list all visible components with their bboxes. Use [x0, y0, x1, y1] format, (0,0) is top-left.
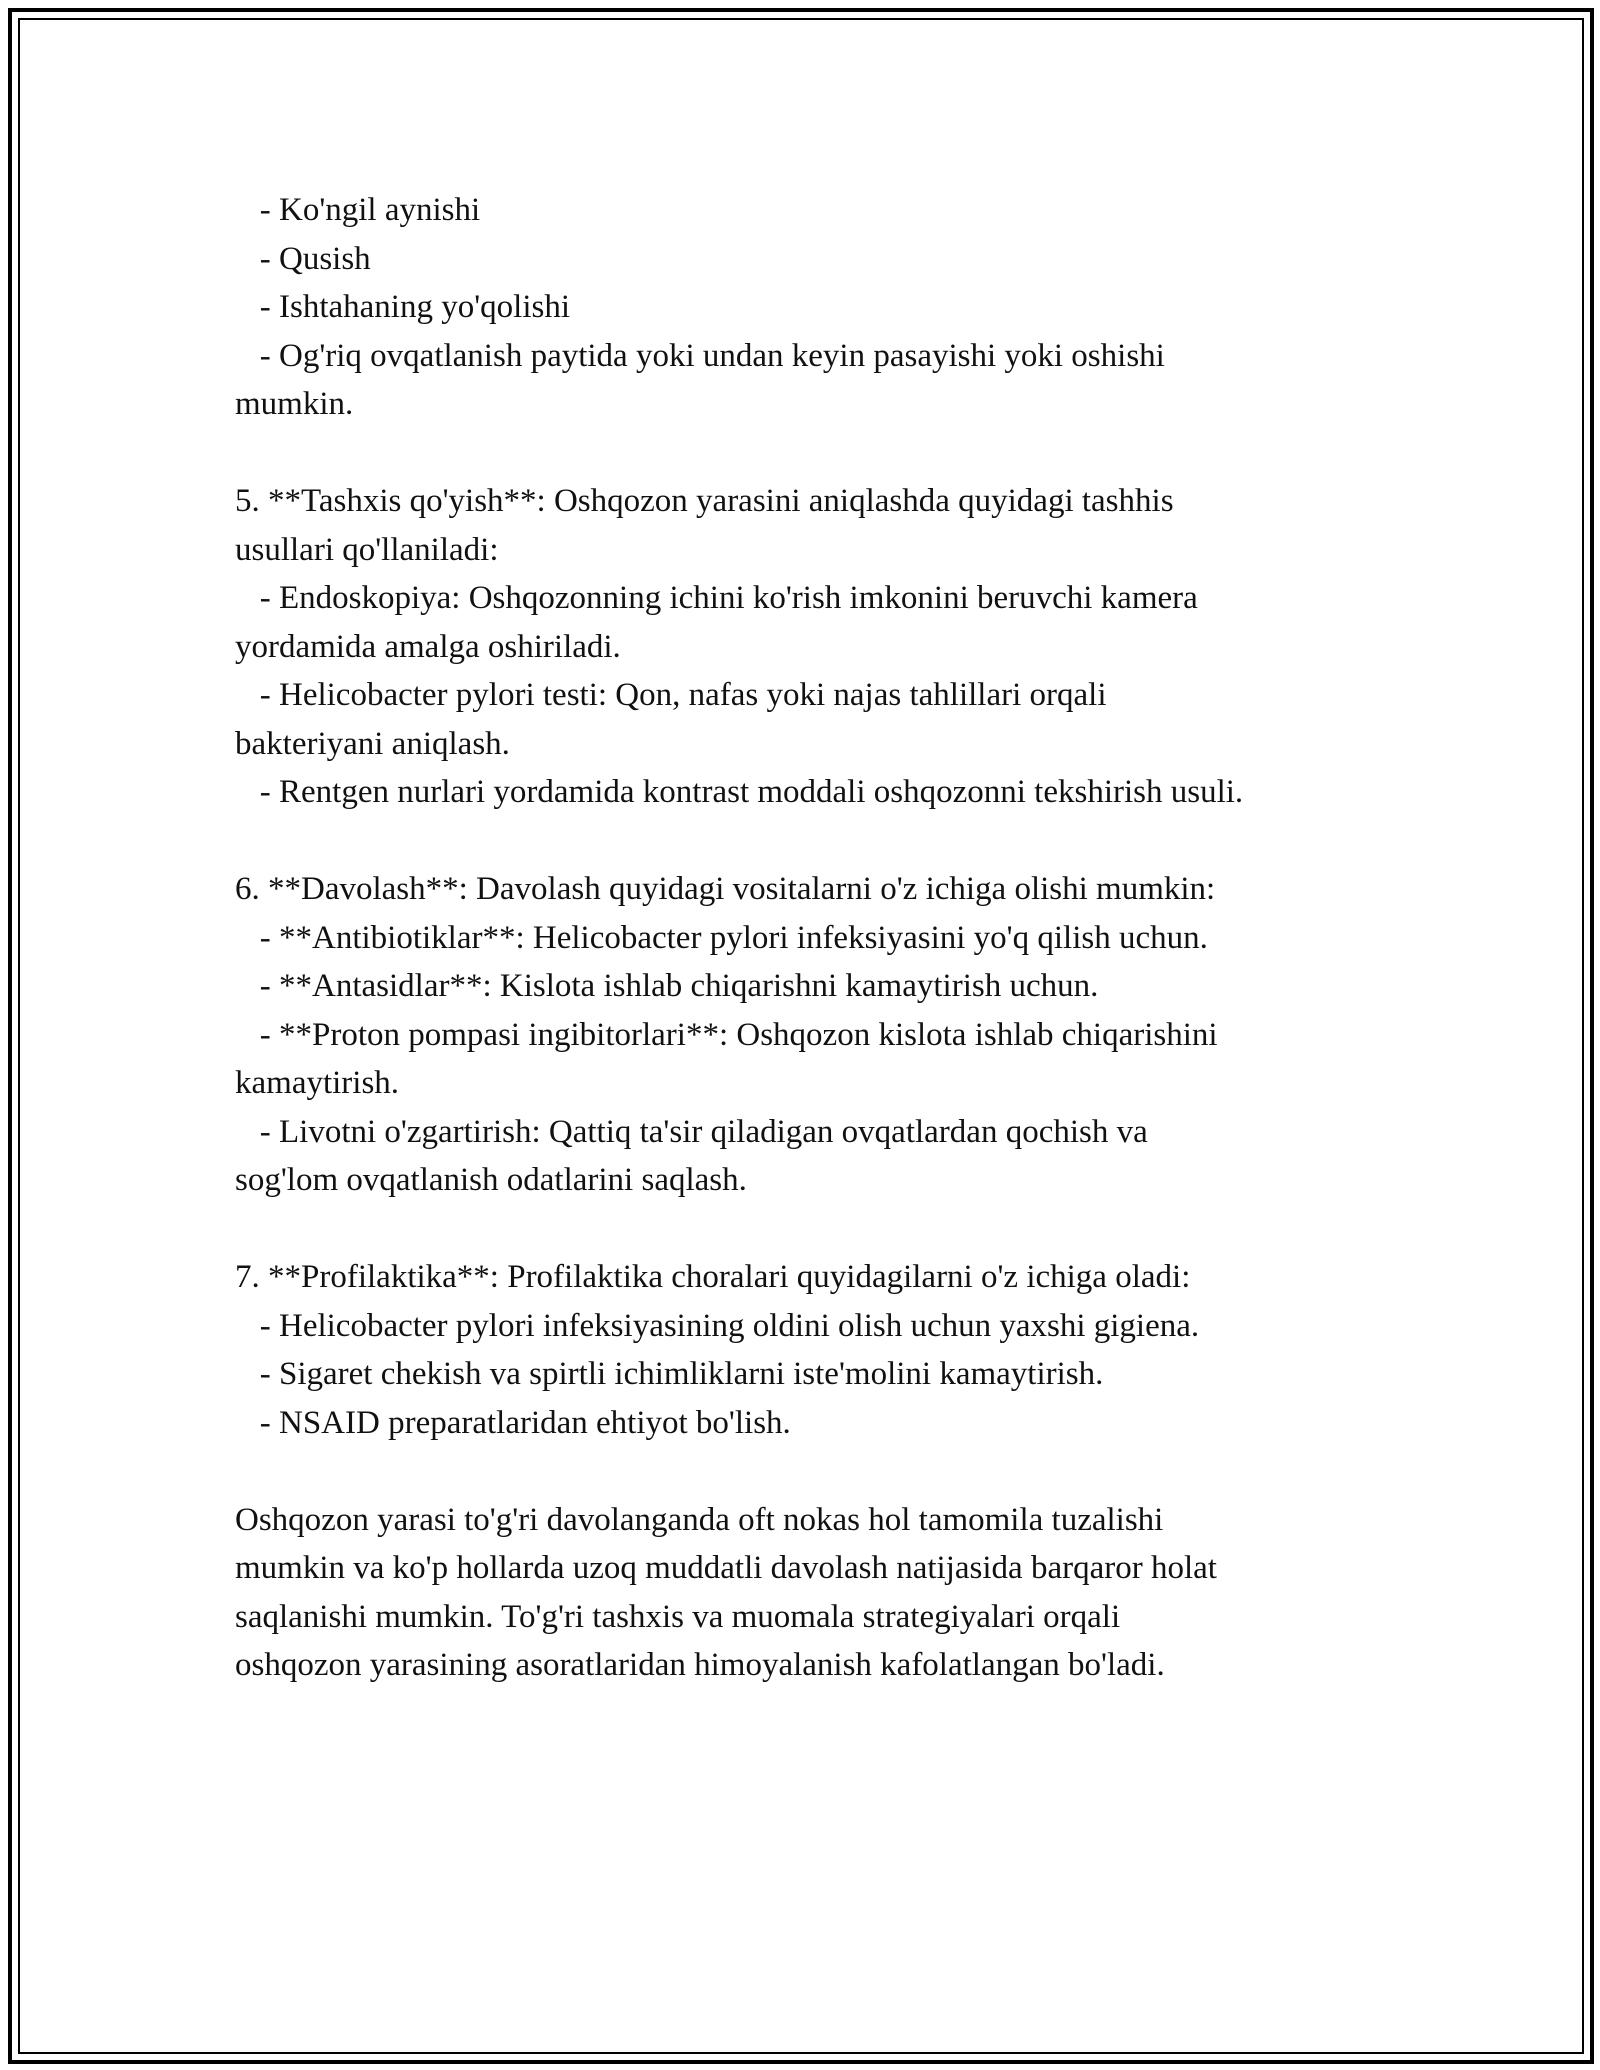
treatment-ppi: - **Proton pompasi ingibitorlari**: Oshqozon kislota ishlab chiqarishini — [235, 1016, 1218, 1053]
section-diagnosis-heading-cont: usullari qo'llaniladi: — [235, 531, 499, 568]
paragraph-gap — [235, 429, 1375, 478]
document-body — [235, 186, 1375, 1690]
paragraph-gap — [235, 817, 1375, 866]
section-prevention-heading: 7. **Profilaktika**: Profilaktika choralari quyidagilarni o'z ichiga oladi: — [235, 1259, 1191, 1295]
diagnosis-xray: - Rentgen nurlari yordamida kontrast moddali oshqozonni tekshirish usuli. — [235, 774, 1244, 810]
diagnosis-hpylori-test: - Helicobacter pylori testi: Qon, nafas yoki najas tahlillari orqali — [235, 677, 1107, 713]
section-treatment-heading: 6. **Davolash**: Davolash quyidagi vositalarni o'z ichiga olishi mumkin: — [235, 871, 1216, 907]
symptom-pain-cont: mumkin. — [235, 386, 354, 422]
symptom-pain: - Og'riq ovqatlanish paytida yoki undan keyin pasayishi yoki oshishi — [235, 337, 1165, 374]
diagnosis-endoscopy-cont: yordamida amalga oshiriladi. — [235, 628, 621, 665]
conclusion-line-2: mumkin va ko'p hollarda uzoq muddatli davolash natijasida barqaror holat — [235, 1550, 1217, 1586]
prevention-smoking-alcohol: - Sigaret chekish va spirtli ichimliklarni iste'molini kamaytirish. — [235, 1356, 1104, 1392]
treatment-lifestyle-cont: sog'lom ovqatlanish odatlarini saqlash. — [235, 1162, 747, 1198]
section-diagnosis-heading: 5. **Tashxis qo'yish**: Oshqozon yarasini aniqlashda quyidagi tashhis — [235, 483, 1174, 519]
paragraph-gap — [235, 1205, 1375, 1254]
symptom-vomiting: - Qusish — [235, 240, 371, 277]
prevention-hygiene: - Helicobacter pylori infeksiyasining oldini olish uchun yaxshi gigiena. — [235, 1307, 1200, 1344]
treatment-antibiotics: - **Antibiotiklar**: Helicobacter pylori infeksiyasini yo'q qilish uchun. — [235, 919, 1208, 956]
conclusion-line-1: Oshqozon yarasi to'g'ri davolanganda oft nokas hol tamomila tuzalishi — [235, 1501, 1164, 1538]
treatment-lifestyle: - Livotni o'zgartirish: Qattiq ta'sir qiladigan ovqatlardan qochish va — [235, 1113, 1148, 1150]
paragraph-gap — [235, 1447, 1375, 1496]
symptom-appetite-loss: - Ishtahaning yo'qolishi — [235, 289, 570, 325]
conclusion-line-3: saqlanishi mumkin. To'g'ri tashxis va muomala strategiyalari orqali — [235, 1598, 1121, 1635]
prevention-nsaid: - NSAID preparatlaridan ehtiyot bo'lish. — [235, 1404, 791, 1441]
treatment-antacids: - **Antasidlar**: Kislota ishlab chiqarishni kamaytirish uchun. — [235, 968, 1099, 1004]
symptom-nausea: - Ko'ngil aynishi — [235, 192, 481, 228]
treatment-ppi-cont: kamaytirish. — [235, 1065, 400, 1101]
diagnosis-endoscopy: - Endoskopiya: Oshqozonning ichini ko'rish imkonini beruvchi kamera — [235, 580, 1198, 616]
conclusion-line-4: oshqozon yarasining asoratlaridan himoyalanish kafolatlangan bo'ladi. — [235, 1647, 1165, 1683]
diagnosis-hpylori-test-cont: bakteriyani aniqlash. — [235, 725, 510, 762]
